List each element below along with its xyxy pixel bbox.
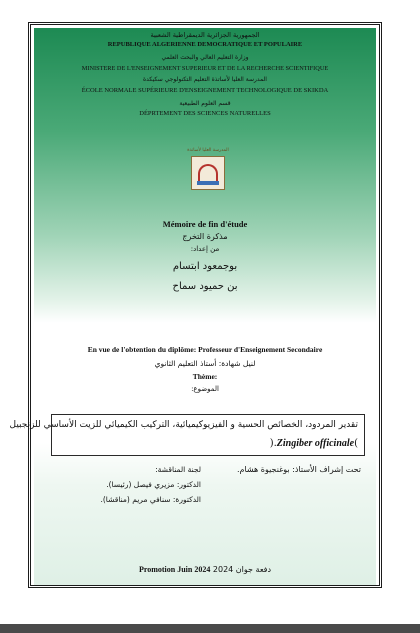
diploma-arabic: لنيل شهادة: أستاذ التعليم الثانوي (154, 359, 256, 368)
topic-open: ( (354, 438, 358, 449)
cover-content (9, 25, 379, 585)
prepared-by-label: من إعداد: (190, 245, 220, 253)
supervisor: تحت إشراف الأستاذ: بوغنجيوة هشام. (236, 465, 361, 474)
school-french: ÉCOLE NORMALE SUPÉRIEURE D'ENSEIGNEMENT TECHNOLOGIQUE DE SKIKDA (81, 87, 329, 94)
department-arabic: قسم العلوم الطبيعية (179, 100, 231, 107)
department-french: DÉPRTEMENT DES SCIENCES NATURELLES (139, 110, 271, 117)
school-arabic: المدرسة العليا لأساتذة التعليم التكنولوجي سكيكدة (143, 76, 267, 83)
logo-caption: المدرسة العليا لأساتذة (187, 148, 229, 153)
ministry-french: MINISTERE DE L'ENSEIGNEMENT SUPERIEUR ET DE LA RECHERCHE SCIENTIFIQUE (81, 65, 329, 72)
viewer-bottom-bar (0, 624, 420, 633)
promotion-french: Promotion Juin 2024 (138, 565, 211, 574)
promotion-line (37, 565, 373, 574)
topic-box (9, 414, 365, 456)
topic-latin: Zingiber officinale (276, 438, 355, 449)
republic-arabic: الجمهورية الجزائرية الديمقراطية الشعبية (150, 31, 260, 39)
republic-french: REPUBLIQUE ALGERIENNE DEMOCRATIQUE ET POPULAIRE (107, 41, 303, 48)
cover-page (9, 22, 382, 588)
topic-arabic: تقدير المردود، الخصائص الحسية و الفيزيوكيميائية، التركيب الكيميائي للزيت الأساسي للزنجبيل (9, 420, 358, 430)
author-1: بوجمعود ابتسام (172, 261, 238, 272)
committee-title: لجنة المناقشة: (155, 465, 201, 474)
diploma-french: En vue de l'obtention du diplôme: Professeur d'Enseignement Secondaire (87, 345, 323, 354)
committee-block (71, 465, 201, 510)
committee-member-1: الدكتور: مزيري فيصل (رئيسا). (106, 480, 201, 489)
ministry-arabic: وزارة التعليم العالي والبحث العلمي (161, 54, 249, 61)
topic-latin-line (56, 438, 358, 449)
theme-label-french: Thème: (192, 372, 218, 381)
author-2: بن حميود سماح (172, 281, 238, 292)
memoir-title-arabic: مذكرة التخرج (182, 232, 228, 241)
topic-close: ). (269, 438, 277, 449)
school-logo-icon (191, 156, 225, 190)
promotion-arabic: دفعة جوان 2024 (212, 565, 272, 574)
committee-member-2: الدكتورة: سنافي مريم (مناقشا). (100, 495, 201, 504)
theme-label-arabic: الموضوع: (191, 385, 219, 393)
memoir-title-french: Mémoire de fin d'étude (162, 219, 248, 229)
